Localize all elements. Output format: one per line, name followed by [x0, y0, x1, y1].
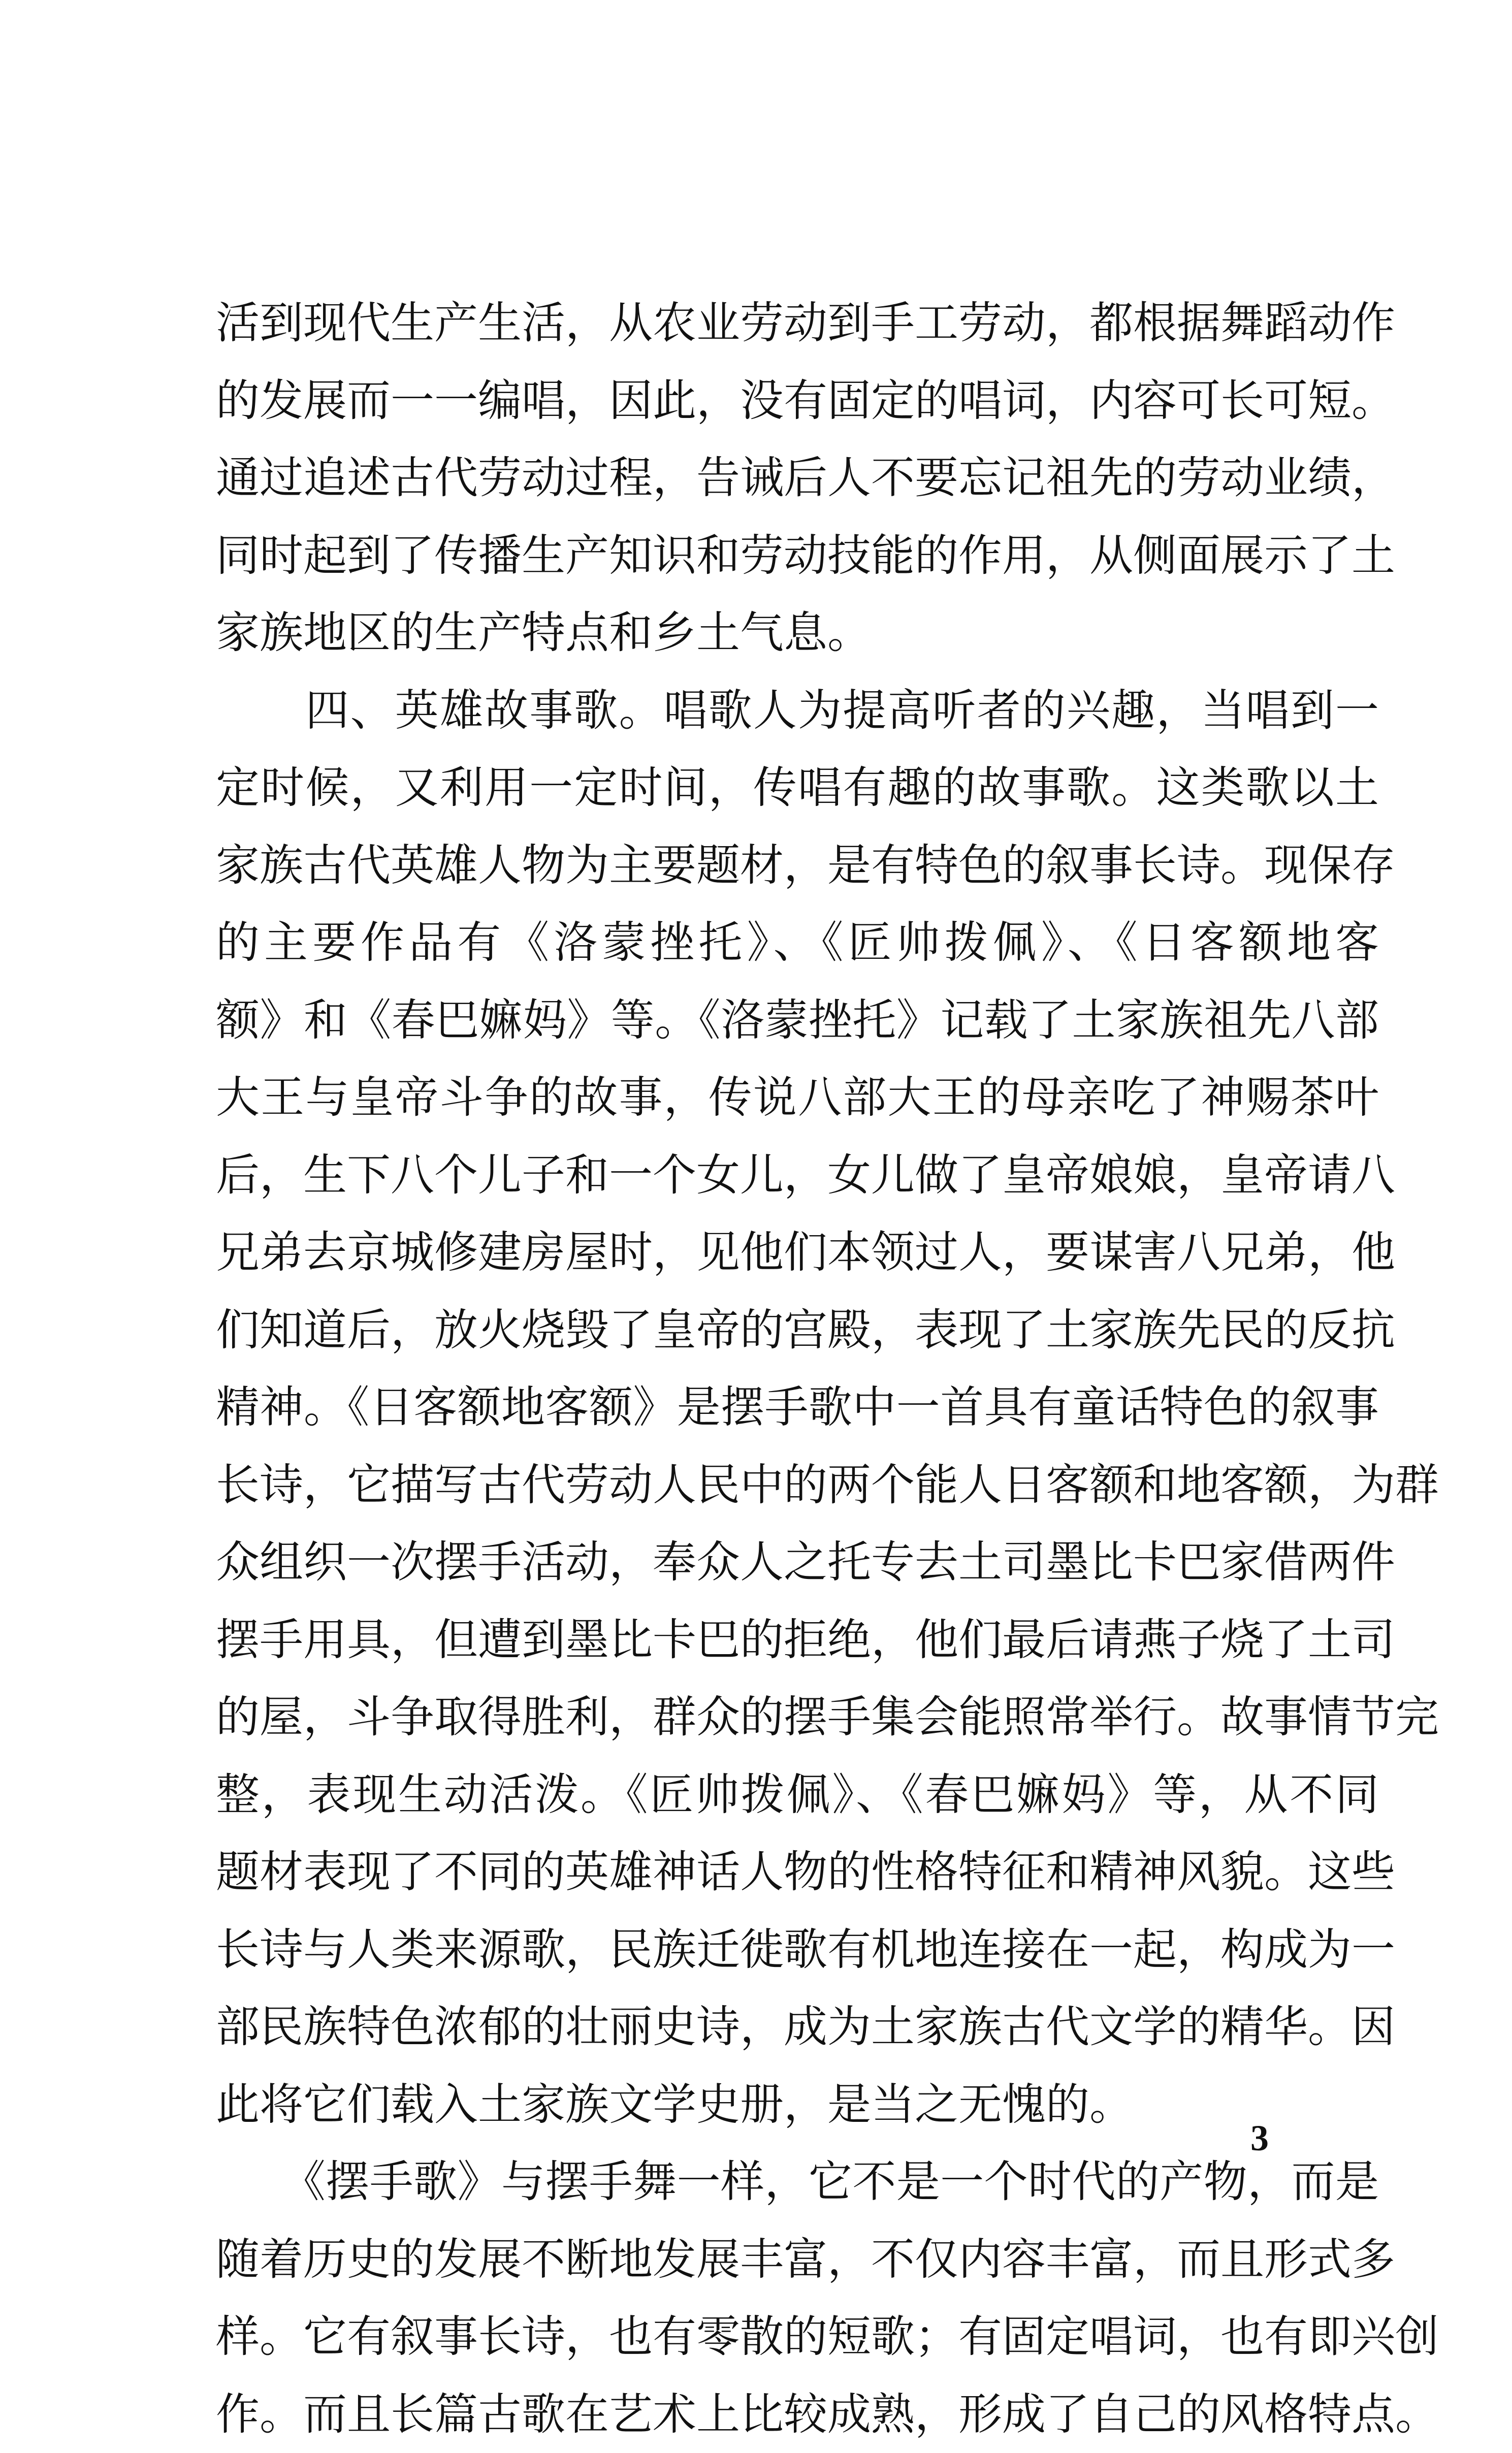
text-line: 精神。《日客额地客额》是摆手歌中一首具有童话特色的叙事: [216, 1369, 1379, 1446]
text-line: 们知道后，放火烧毁了皇帝的宫殿，表现了土家族先民的反抗: [216, 1292, 1379, 1369]
text-line: 作。而且长篇古歌在艺术上比较成熟，形成了自己的风格特点。: [216, 2376, 1379, 2453]
page-number: 3: [1229, 2115, 1290, 2161]
text-line: 题材表现了不同的英雄神话人物的性格特征和精神风貌。这些: [216, 1833, 1379, 1911]
text-line: 的发展而一一编唱，因此，没有固定的唱词，内容可长可短。: [216, 362, 1379, 440]
text-line: 定时候，又利用一定时间，传唱有趣的故事歌。这类歌以土: [216, 749, 1379, 827]
text-line: 的主要作品有《洛蒙挫托》、《匠帅拨佩》、《日客额地客: [216, 904, 1379, 982]
paragraph-1: [216, 284, 1379, 672]
text-line: 众组织一次摆手活动，奉众人之托专去土司墨比卡巴家借两件: [216, 1524, 1379, 1601]
text-line: 样。它有叙事长诗，也有零散的短歌；有固定唱词，也有即兴创: [216, 2298, 1379, 2376]
text-line: 《摆手歌》与摆手舞一样，它不是一个时代的产物，而是: [216, 2143, 1379, 2221]
text-line: 整，表现生动活泼。《匠帅拨佩》、《春巴嫲妈》等，从不同: [216, 1756, 1379, 1834]
text-line: 部民族特色浓郁的壮丽史诗，成为土家族古代文学的精华。因: [216, 1988, 1379, 2066]
text-line: 家族地区的生产特点和乡土气息。: [216, 594, 1379, 672]
text-line: 长诗与人类来源歌，民族迁徙歌有机地连接在一起，构成为一: [216, 1911, 1379, 1989]
paragraph-2: [216, 672, 1379, 2144]
text-line: 随着历史的发展不断地发展丰富，不仅内容丰富，而且形式多: [216, 2221, 1379, 2299]
text-line: 活到现代生产生活，从农业劳动到手工劳动，都根据舞蹈动作: [216, 284, 1379, 362]
text-line: 此将它们载入土家族文学史册，是当之无愧的。: [216, 2066, 1379, 2144]
text-line: 兄弟去京城修建房屋时，见他们本领过人，要谋害八兄弟，他: [216, 1214, 1379, 1292]
text-line: 额》和《春巴嫲妈》等。《洛蒙挫托》记载了土家族祖先八部: [216, 982, 1379, 1059]
text-line: 后，生下八个儿子和一个女儿，女儿做了皇帝娘娘，皇帝请八: [216, 1137, 1379, 1214]
text-line: 同时起到了传播生产知识和劳动技能的作用，从侧面展示了土: [216, 517, 1379, 595]
paragraph-3: [216, 2143, 1379, 2453]
text-line: 的屋，斗争取得胜利，群众的摆手集会能照常举行。故事情节完: [216, 1679, 1379, 1756]
text-line: 家族古代英雄人物为主要题材，是有特色的叙事长诗。现保存: [216, 827, 1379, 905]
body-text: [216, 284, 1379, 2453]
text-line: 通过追述古代劳动过程，告诫后人不要忘记祖先的劳动业绩，: [216, 439, 1379, 517]
text-line: 四、英雄故事歌。唱歌人为提高听者的兴趣，当唱到一: [216, 672, 1379, 750]
text-line: 长诗，它描写古代劳动人民中的两个能人日客额和地客额，为群: [216, 1446, 1379, 1524]
text-line: 摆手用具，但遭到墨比卡巴的拒绝，他们最后请燕子烧了土司: [216, 1601, 1379, 1679]
text-line: 大王与皇帝斗争的故事，传说八部大王的母亲吃了神赐茶叶: [216, 1059, 1379, 1137]
